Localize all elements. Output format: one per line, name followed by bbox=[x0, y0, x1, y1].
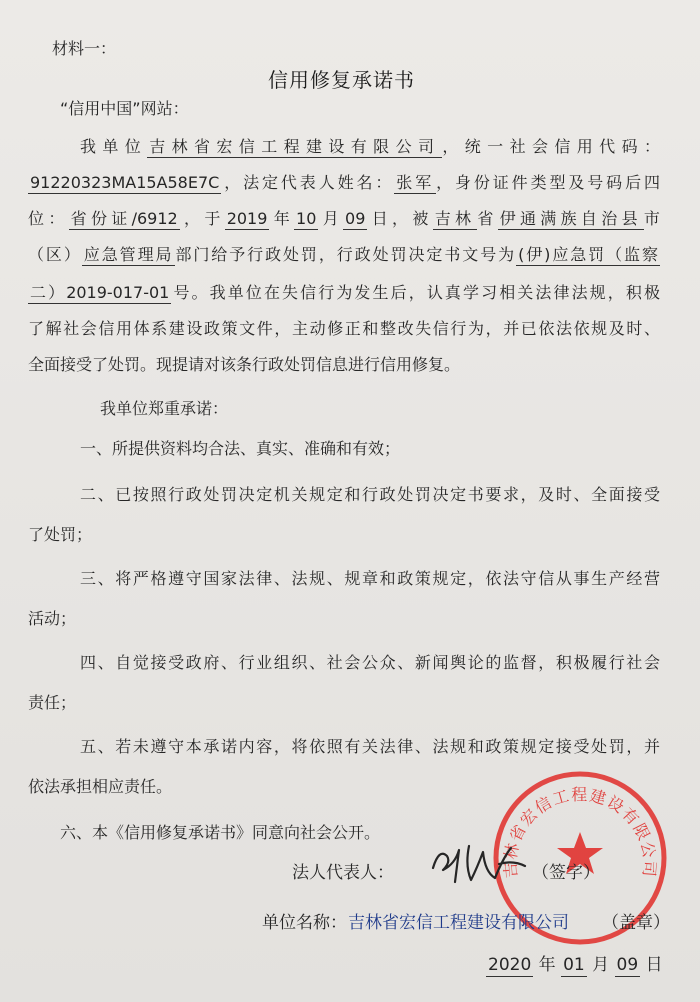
unit-label: 单位名称： bbox=[262, 913, 347, 933]
decision-doc-no-b: 二）2019-017-01 bbox=[30, 283, 170, 302]
p1-line-3: 位： 省份证/6912 ，于 2019 年 10 月 09 日，被 吉林 省 伊通满族自治县 市 bbox=[28, 209, 660, 228]
rep-label: 法人代表人： bbox=[292, 863, 394, 883]
promise-item-5: 五、若未遵守本承诺内容，将依照有关法律、法规和政策规定接受处罚，并 bbox=[80, 737, 660, 756]
sign-date: 2020 年 01 月 09 日 bbox=[488, 955, 663, 975]
promise-item-6: 六、本《信用修复承诺书》同意向社会公开。 bbox=[60, 823, 381, 842]
penalty-year: 2019 bbox=[226, 209, 268, 228]
legal-rep-name: 张军 bbox=[396, 173, 435, 192]
seal-note: （盖章） bbox=[602, 913, 670, 933]
p1-line-6: 了解社会信用体系建设政策文件，主动修正和整改失信行为，并已依法依规及时、 bbox=[28, 319, 660, 338]
promise-item-1: 一、所提供资料均合法、真实、准确和有效； bbox=[80, 439, 401, 458]
promise-item-3-cont: 活动； bbox=[28, 609, 77, 628]
id-info: 省份证/6912 bbox=[70, 209, 178, 228]
material-label: 材料一： bbox=[52, 39, 117, 58]
county: 伊通满族自治县 bbox=[499, 209, 642, 228]
promise-item-4-cont: 责任； bbox=[28, 693, 77, 712]
decision-doc-no-a: (伊)应急罚（监察 bbox=[518, 245, 658, 264]
department: 应急管理局 bbox=[83, 245, 174, 264]
p1-line-1: 我单位 吉林省宏信工程建设有限公司 ，统一社会信用代码： bbox=[80, 137, 660, 156]
company-name: 吉林省宏信工程建设有限公司 bbox=[149, 137, 441, 156]
promise-item-2: 二、已按照行政处罚决定机关规定和行政处罚决定书要求，及时、全面接受 bbox=[80, 485, 660, 504]
handwritten-signature bbox=[425, 838, 535, 890]
date-day: 09 bbox=[616, 955, 639, 975]
p1-line-5: 二）2019-017-01 号。我单位在失信行为发生后，认真学习相关法律法规，积极 bbox=[30, 283, 660, 302]
penalty-month: 10 bbox=[296, 209, 317, 228]
province: 吉林 bbox=[434, 209, 476, 228]
seal-text: 吉林省宏信工程建设有限公司 bbox=[500, 785, 660, 879]
promise-item-2-cont: 了处罚； bbox=[28, 525, 93, 544]
date-year: 2020 bbox=[488, 955, 532, 975]
unit-name: 吉林省宏信工程建设有限公司 bbox=[348, 913, 569, 933]
sign-note: （签字） bbox=[532, 863, 600, 883]
p1-line-7: 全面接受了处罚。现提请对该条行政处罚信息进行信用修复。 bbox=[28, 355, 461, 374]
document-title: 信用修复承诺书 bbox=[268, 68, 415, 92]
penalty-day: 09 bbox=[345, 209, 366, 228]
credit-code: 91220323MA15A58E7C bbox=[30, 173, 220, 192]
promise-item-4: 四、自觉接受政府、行业组织、社会公众、新闻舆论的监督，积极履行社会 bbox=[80, 653, 660, 672]
p1-line-2: 91220323MA15A58E7C ，法定代表人姓名： 张军 ，身份证件类型及号码后四 bbox=[30, 173, 660, 192]
date-month: 01 bbox=[563, 955, 585, 975]
promise-intro: 我单位郑重承诺： bbox=[100, 399, 229, 418]
p1-line-4: （区） 应急管理局 部门给予行政处罚，行政处罚决定书文号为 (伊)应急罚（监察 bbox=[28, 245, 658, 264]
promise-item-3: 三、将严格遵守国家法律、法规、规章和政策规定，依法守信从事生产经营 bbox=[80, 569, 660, 588]
recipient: “信用中国”网站： bbox=[60, 99, 189, 118]
promise-item-5-cont: 依法承担相应责任。 bbox=[28, 777, 173, 796]
